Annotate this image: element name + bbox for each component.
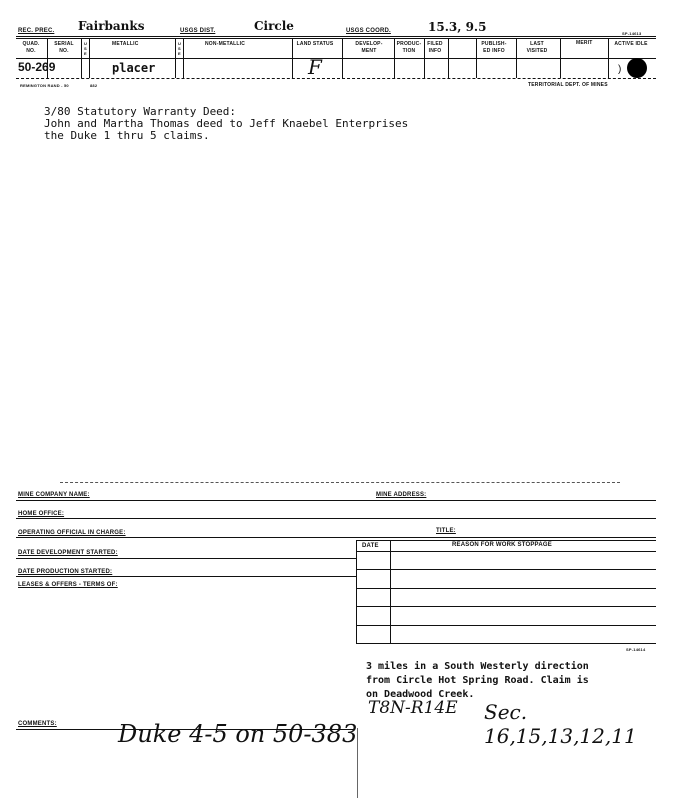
stoppage-row — [356, 588, 656, 589]
record-row-rule — [16, 78, 656, 79]
active-dot-icon — [627, 58, 647, 78]
sep — [560, 38, 561, 78]
sep — [476, 38, 477, 78]
col-active-idle: ACTIVE IDLE — [614, 41, 648, 47]
mine-address-label: MINE ADDRESS: — [376, 492, 427, 498]
operating-official-label: OPERATING OFFICIAL IN CHARGE: — [18, 530, 126, 536]
department-name: TERRITORIAL DEPT. OF MINES — [528, 82, 608, 88]
col-quad: QUAD. NO. — [22, 41, 40, 54]
stoppage-row — [356, 625, 656, 626]
printer-code: 882 — [90, 83, 98, 88]
col-use-metallic: USE — [84, 41, 88, 56]
stoppage-date-sep — [390, 540, 391, 644]
record-serial: 50-269 — [18, 60, 56, 74]
col-last-visited: LAST VISITED — [526, 41, 548, 54]
back-divider — [357, 728, 358, 798]
record-metallic: placer — [112, 61, 156, 75]
sep — [516, 38, 517, 78]
rule-operating-official — [16, 537, 656, 538]
form-number: SP-14613 — [622, 31, 642, 36]
prod-started-label: DATE PRODUCTION STARTED: — [18, 569, 113, 575]
location-line-3: on Deadwood Creek. — [366, 689, 475, 700]
stoppage-header-rule — [356, 551, 656, 552]
col-non-metallic: NON-METALLIC — [205, 41, 246, 47]
stoppage-date-col: DATE — [362, 543, 379, 549]
stoppage-left-border — [356, 540, 357, 644]
rule-mine-company — [16, 500, 656, 501]
location-line-1: 3 miles in a South Westerly direction — [366, 661, 589, 672]
comments-label: COMMENTS: — [18, 721, 57, 727]
note-line-1: 3/80 Statutory Warranty Deed: — [44, 105, 237, 118]
usgs-coord-value: 15.3, 9.5 — [428, 20, 487, 34]
mine-company-label: MINE COMPANY NAME: — [18, 492, 90, 498]
sep — [81, 38, 82, 78]
sep — [175, 38, 176, 78]
usgs-dist-value: Circle — [254, 19, 294, 33]
title-label: TITLE: — [436, 528, 456, 534]
location-line-2: from Circle Hot Spring Road. Claim is — [366, 675, 589, 686]
rule-prod-started — [16, 576, 356, 577]
usgs-coord-label: USGS COORD. — [346, 28, 391, 34]
sep — [292, 38, 293, 78]
header-rule-1 — [16, 36, 656, 37]
usgs-dist-label: USGS DIST. — [180, 28, 216, 34]
col-land-status: LAND STATUS — [296, 41, 334, 47]
sep — [608, 38, 609, 78]
note-line-2: John and Martha Thomas deed to Jeff Knaebel Enterprises — [44, 117, 409, 130]
stoppage-table-top — [356, 540, 656, 541]
sep — [394, 38, 395, 78]
back-top-dashed — [60, 482, 620, 483]
rec-prec-label: REC. PREC. — [18, 28, 55, 34]
col-published-info: PUBLISH- ED INFO — [481, 41, 507, 54]
stoppage-row — [356, 606, 656, 607]
sep — [342, 38, 343, 78]
col-use-non-metallic: USE — [178, 41, 182, 56]
printer-mark: REMINGTON RAND - 50 — [20, 83, 69, 88]
rule-dev-started — [16, 558, 356, 559]
col-merit: MERIT — [576, 40, 593, 46]
rec-prec-value: Fairbanks — [78, 19, 145, 33]
col-serial: SERIAL NO. — [54, 41, 74, 54]
col-development: DEVELOP- MENT — [355, 41, 383, 54]
rule-home-office — [16, 518, 656, 519]
stoppage-reason-col: REASON FOR WORK STOPPAGE — [452, 542, 552, 548]
note-line-3: the Duke 1 thru 5 claims. — [44, 129, 210, 142]
sep — [448, 38, 449, 78]
sep — [89, 38, 90, 78]
form-number-2: SP-14614 — [626, 647, 646, 652]
record-land-status: F — [308, 55, 322, 79]
handwritten-township: T8N-R14E — [368, 698, 458, 718]
sep — [183, 38, 184, 78]
col-metallic: METALLIC — [112, 41, 139, 47]
handwritten-sections: Sec. 16,15,13,12,11 — [484, 700, 637, 748]
home-office-label: HOME OFFICE: — [18, 511, 65, 517]
dev-started-label: DATE DEVELOPMENT STARTED: — [18, 550, 118, 556]
col-production: PRODUC- TION — [396, 41, 422, 54]
handwritten-comment: Duke 4-5 on 50-383 — [118, 720, 358, 748]
idle-crescent-icon: ) — [618, 64, 622, 75]
leases-label: LEASES & OFFERS - TERMS OF: — [18, 582, 118, 588]
stoppage-row — [356, 643, 656, 644]
col-filed-info: FILED INFO — [427, 41, 443, 54]
sep — [424, 38, 425, 78]
stoppage-row — [356, 569, 656, 570]
